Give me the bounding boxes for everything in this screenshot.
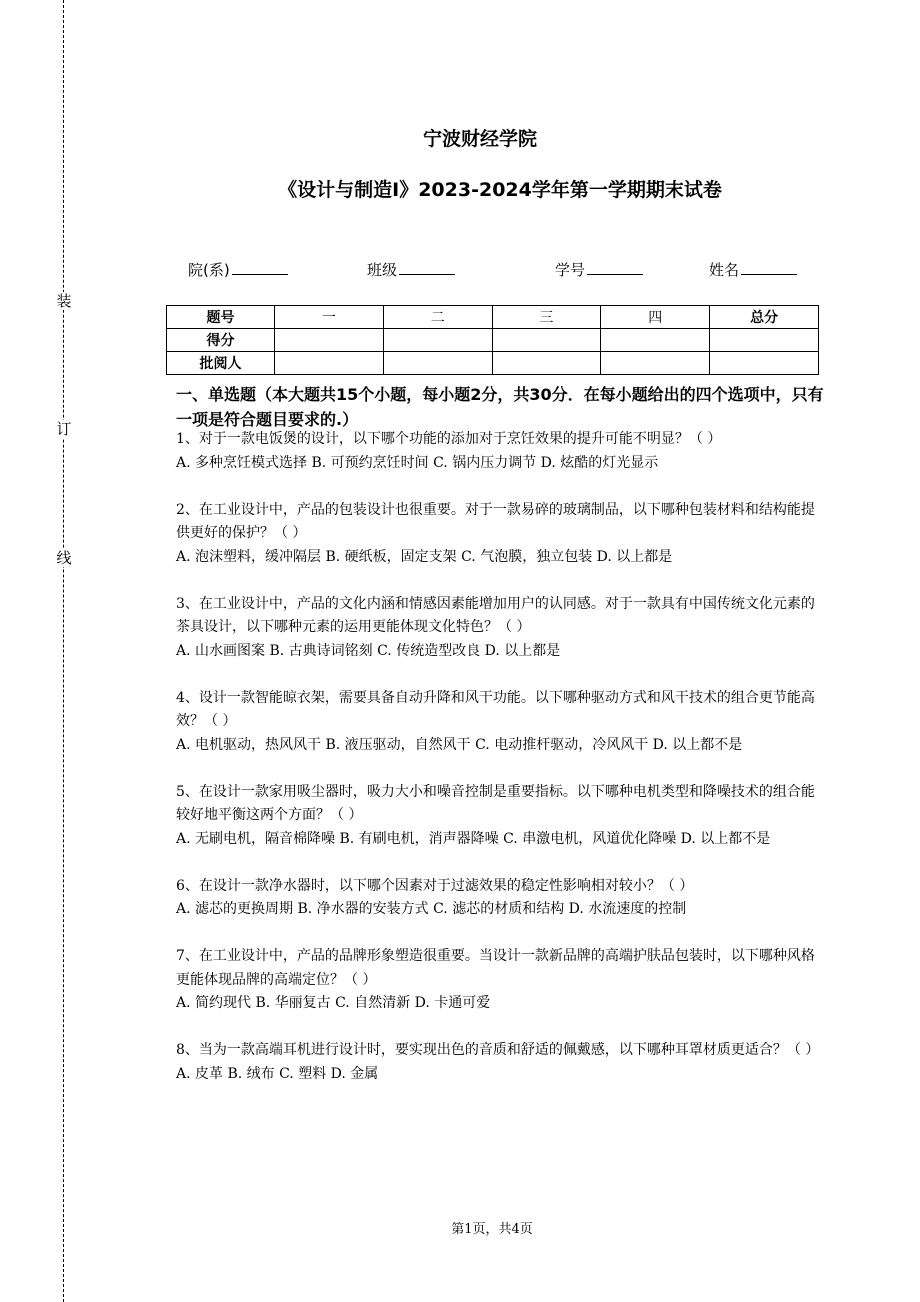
section-title: 一、单选题（本大题共15个小题，每小题2分，共30分．在每小题给出的四个选项中，只有一项是符合题目要求的.） [176, 385, 824, 429]
score-cell[interactable] [492, 329, 601, 352]
score-table-header-row [167, 306, 819, 329]
dept-label: 院(系) [188, 261, 230, 279]
binding-char-ding: 订 [56, 420, 72, 438]
question-options: A. 山水画图案 B. 古典诗词铭刻 C. 传统造型改良 D. 以上都是 [176, 642, 561, 659]
score-table-row [167, 329, 819, 352]
question-options: A. 无刷电机，隔音棉降噪 B. 有刷电机，消声器降噪 C. 串激电机，风道优化降噪 D. 以上都不是 [176, 830, 771, 847]
binding-char-xian: 线 [56, 549, 72, 567]
score-header-cell: 二 [383, 306, 492, 329]
class-field [367, 259, 455, 280]
question-stem: 5、在设计一款家用吸尘器时，吸力大小和噪音控制是重要指标。以下哪种电机类型和降噪技术的组合能较好地平衡这两个方面？（ ） [176, 783, 815, 823]
score-cell[interactable] [601, 352, 710, 375]
question-options: A. 简约现代 B. 华丽复古 C. 自然清新 D. 卡通可爱 [176, 995, 491, 1011]
school-name: 宁波财经学院 [422, 128, 537, 150]
question-item [176, 499, 824, 570]
student-id-label: 学号 [555, 261, 586, 279]
score-cell[interactable] [275, 352, 384, 375]
question-options: A. 皮革 B. 绒布 C. 塑料 D. 金属 [176, 1065, 379, 1082]
score-row-label: 批阅人 [167, 352, 275, 375]
question-item [176, 593, 824, 664]
question-options: A. 泡沫塑料，缓冲隔层 B. 硬纸板，固定支架 C. 气泡膜，独立包装 D. 以上都是 [176, 548, 673, 565]
score-cell[interactable] [383, 329, 492, 352]
question-options: A. 电机驱动，热风风干 B. 液压驱动，自然风干 C. 电动推杆驱动，冷风风干 D. 以上都不是 [176, 736, 743, 753]
score-cell[interactable] [710, 352, 819, 375]
question-stem: 3、在工业设计中，产品的文化内涵和情感因素能增加用户的认同感。对于一款具有中国传统文化元素的茶具设计，以下哪种元素的运用更能体现文化特色？（ ） [176, 595, 815, 635]
student-id-blank[interactable] [587, 261, 643, 275]
class-blank[interactable] [399, 261, 455, 275]
question-stem: 6、在设计一款净水器时，以下哪个因素对于过滤效果的稳定性影响相对较小？（ ） [176, 877, 694, 894]
exam-title: 《设计与制造Ⅰ》2023-2024学年第一学期期末试卷 [278, 179, 722, 201]
question-item [176, 875, 824, 922]
dept-field [188, 259, 288, 280]
page-footer: 第1页，共4页 [451, 1222, 533, 1237]
score-header-cell: 总分 [710, 306, 819, 329]
score-cell[interactable] [601, 329, 710, 352]
name-label: 姓名 [709, 261, 740, 279]
question-item [176, 945, 824, 1016]
question-stem: 7、在工业设计中，产品的品牌形象塑造很重要。当设计一款新品牌的高端护肤品包装时，以下哪种风格更能体现品牌的高端定位？（ ） [176, 948, 815, 988]
question-item [176, 428, 824, 475]
question-item [176, 781, 824, 852]
question-item [176, 687, 824, 758]
score-table-row [167, 352, 819, 375]
name-blank[interactable] [741, 261, 797, 275]
score-cell[interactable] [275, 329, 384, 352]
score-header-cell: 一 [275, 306, 384, 329]
class-label: 班级 [367, 261, 398, 279]
question-stem: 4、设计一款智能晾衣架，需要具备自动升降和风干功能。以下哪种驱动方式和风干技术的组合更节能高效？（ ） [176, 689, 815, 729]
question-options: A. 多种烹饪模式选择 B. 可预约烹饪时间 C. 锅内压力调节 D. 炫酷的灯光显示 [176, 454, 659, 471]
name-field [709, 259, 797, 280]
score-cell[interactable] [383, 352, 492, 375]
score-cell[interactable] [710, 329, 819, 352]
question-item [176, 1039, 824, 1086]
score-table [166, 305, 819, 375]
score-header-cell: 题号 [167, 306, 275, 329]
score-header-cell: 三 [492, 306, 601, 329]
question-list [176, 428, 824, 1110]
question-stem: 1、对于一款电饭煲的设计，以下哪个功能的添加对于烹饪效果的提升可能不明显？（ ） [176, 431, 722, 447]
score-cell[interactable] [492, 352, 601, 375]
student-id-field [555, 259, 643, 280]
score-row-label: 得分 [167, 329, 275, 352]
binding-char-zhuang: 装 [56, 292, 72, 310]
question-stem: 2、在工业设计中，产品的包装设计也很重要。对于一款易碎的玻璃制品，以下哪种包装材料和结构能提供更好的保护？（ ） [176, 501, 815, 541]
score-header-cell: 四 [601, 306, 710, 329]
question-stem: 8、当为一款高端耳机进行设计时，要实现出色的音质和舒适的佩戴感，以下哪种耳罩材质更适合？（ ） [176, 1042, 820, 1058]
question-options: A. 滤芯的更换周期 B. 净水器的安装方式 C. 滤芯的材质和结构 D. 水流速度的控制 [176, 901, 687, 917]
dept-blank[interactable] [232, 261, 288, 275]
